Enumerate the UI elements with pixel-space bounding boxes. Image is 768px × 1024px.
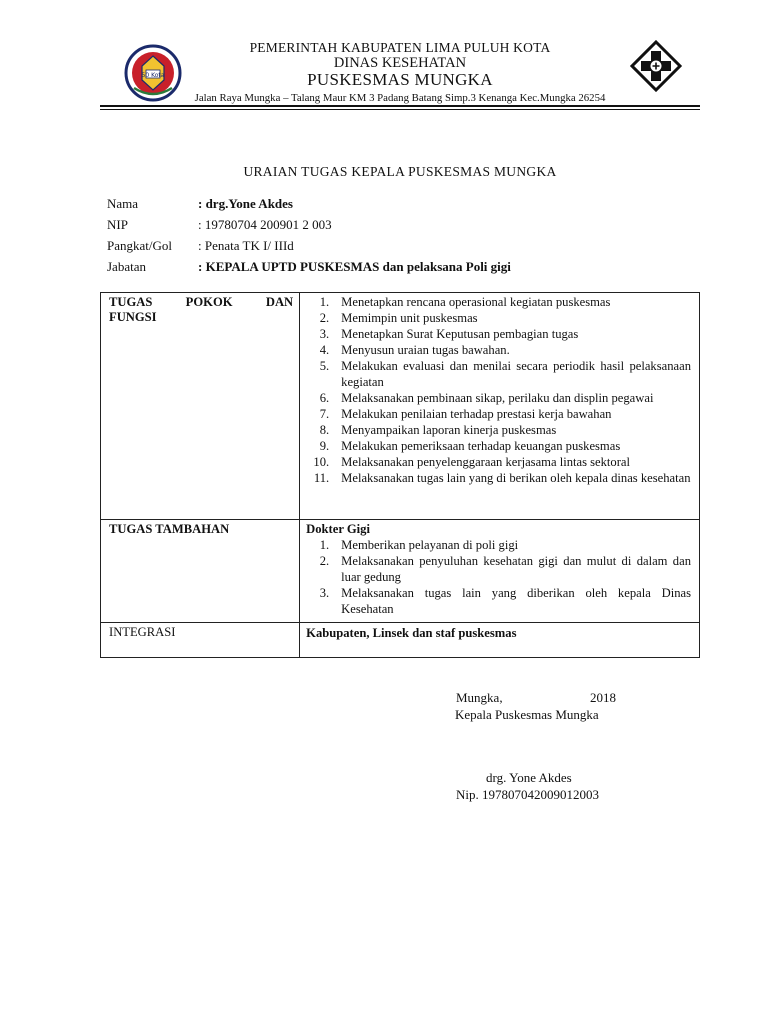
label-word: DAN bbox=[265, 295, 294, 309]
list-item: 9. Melakukan pemeriksaan terhadap keuangan puskesmas bbox=[319, 439, 621, 453]
duty-category-cell: INTEGRASI bbox=[101, 623, 300, 658]
list-item: 3. Melaksanakan tugas lain yang diberikan oleh kepala Dinas Kesehatan bbox=[319, 586, 691, 616]
identity-label: Jabatan bbox=[107, 259, 146, 274]
list-item: 4. Menyusun uraian tugas bawahan. bbox=[319, 343, 510, 357]
header-address: Jalan Raya Mungka – Talang Maur KM 3 Padang Batang Simp.3 Kenanga Kec.Mungka 26254 bbox=[194, 92, 606, 104]
list-item: 1. Menetapkan rencana operasional kegiatan puskesmas bbox=[319, 295, 611, 309]
table-row bbox=[101, 520, 700, 623]
label-word: POKOK bbox=[185, 295, 233, 309]
identity-label: Nama bbox=[107, 196, 139, 211]
label-word: TUGAS bbox=[109, 295, 153, 309]
table-row bbox=[101, 623, 700, 658]
duty-list-cell bbox=[300, 293, 700, 520]
list-item: 5. Melakukan evaluasi dan menilai secara periodik hasil pelaksanaan kegiatan bbox=[319, 359, 691, 389]
list-item: 2. Melaksanakan penyuluhan kesehatan gigi dan mulut di dalam dan luar gedung bbox=[319, 554, 691, 584]
identity-value: : 19780704 200901 2 003 bbox=[198, 217, 332, 232]
duty-category-cell: TUGAS TAMBAHAN bbox=[101, 520, 300, 623]
header-agency-name: DINAS KESEHATAN bbox=[333, 55, 467, 71]
list-item: 3. Menetapkan Surat Keputusan pembagian tugas bbox=[319, 327, 579, 341]
document-title: URAIAN TUGAS KEPALA PUSKESMAS MUNGKA bbox=[243, 164, 557, 179]
duty-subheading: Dokter Gigi bbox=[306, 522, 370, 536]
header-institution-name: PUSKESMAS MUNGKA bbox=[307, 70, 493, 89]
identity-label: Pangkat/Gol bbox=[107, 238, 172, 253]
signatory-nip: Nip. 197807042009012003 bbox=[456, 787, 599, 802]
duties-table bbox=[100, 292, 700, 658]
signature-year: 2018 bbox=[590, 690, 616, 705]
identity-value: : KEPALA UPTD PUSKESMAS dan pelaksana Poli gigi bbox=[198, 259, 511, 274]
integration-value-cell: Kabupaten, Linsek dan staf puskesmas bbox=[300, 623, 700, 658]
list-item: 7. Melakukan penilaian terhadap prestasi kerja bawahan bbox=[319, 407, 612, 421]
identity-row-nip bbox=[107, 217, 707, 235]
header-divider-thin bbox=[100, 109, 700, 110]
identity-value: : Penata TK I/ IIId bbox=[198, 238, 294, 253]
list-item: 8. Menyampaikan laporan kinerja puskesmas bbox=[319, 423, 557, 437]
duty-category-label bbox=[109, 295, 293, 310]
duty-list-cell bbox=[300, 520, 700, 623]
header-government-name: PEMERINTAH KABUPATEN LIMA PULUH KOTA bbox=[249, 40, 551, 55]
list-item: 6. Melaksanakan pembinaan sikap, perilaku dan displin pegawai bbox=[319, 391, 654, 405]
label-word: FUNGSI bbox=[109, 310, 157, 324]
identity-row-jabatan bbox=[107, 259, 707, 277]
signature-position: Kepala Puskesmas Mungka bbox=[455, 707, 599, 722]
health-cross-icon bbox=[630, 40, 682, 92]
duty-category-cell bbox=[101, 293, 300, 520]
list-item: 11. Melaksanakan tugas lain yang di berikan oleh kepala dinas kesehatan bbox=[313, 471, 691, 485]
identity-label: NIP bbox=[107, 217, 128, 232]
header-divider-thick bbox=[100, 105, 700, 107]
identity-row-nama bbox=[107, 196, 707, 214]
table-row bbox=[101, 293, 700, 520]
svg-text:50 Kota: 50 Kota bbox=[141, 72, 165, 79]
list-item: 1. Memberikan pelayanan di poli gigi bbox=[319, 538, 519, 552]
identity-value: : drg.Yone Akdes bbox=[198, 196, 293, 211]
signature-place: Mungka, bbox=[456, 690, 503, 705]
list-item: 10. Melaksanakan penyelenggaraan kerjasama lintas sektoral bbox=[313, 455, 630, 469]
list-item: 2. Memimpin unit puskesmas bbox=[319, 311, 478, 325]
identity-row-pangkat bbox=[107, 238, 707, 256]
signatory-name: drg. Yone Akdes bbox=[486, 770, 572, 785]
